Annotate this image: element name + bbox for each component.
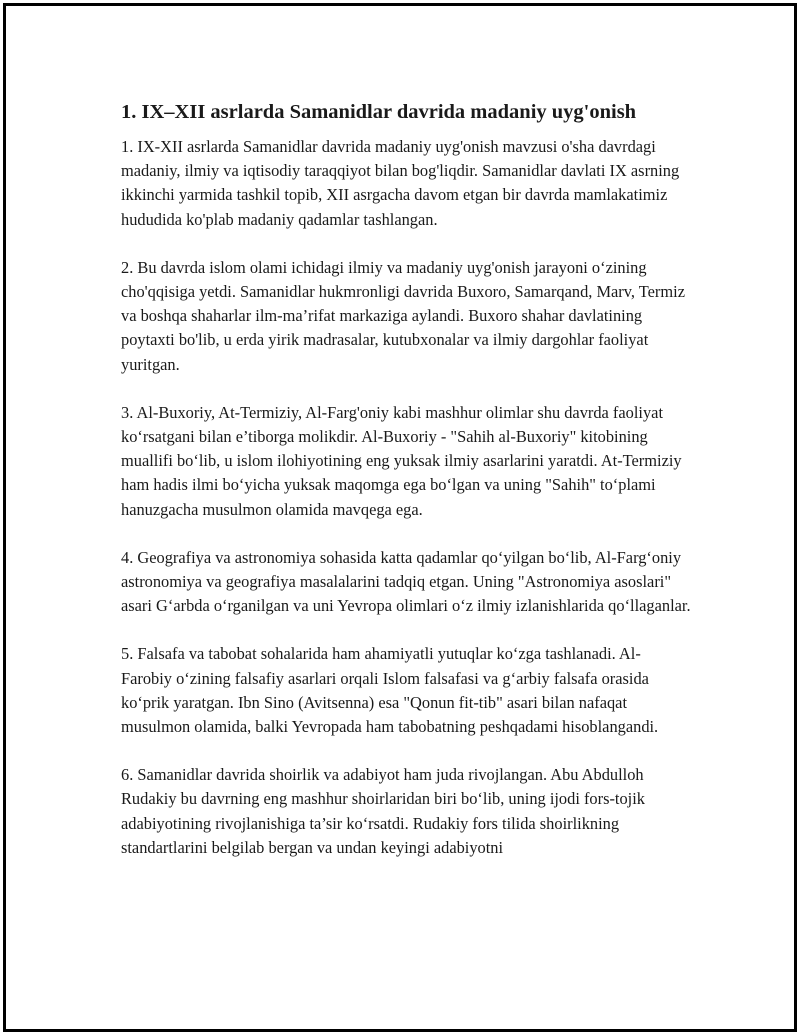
document-page <box>3 3 797 1032</box>
paragraph-5: 5. Falsafa va tabobat sohalarida ham ahamiyatli yutuqlar ko‘zga tashlanadi. Al-Farobiy o‘zining falsafiy asarlari orqali Islom falsafasi va g‘arbiy falsafa orasida ko‘prik yaratgan. Ibn Sino (Avitsenna) esa "Qonun fit-tib" asari bilan nafaqat musulmon olamida, balki Yevropada ham tabobatning peshqadami hisoblangandi. <box>121 644 659 737</box>
paragraph-2: 2. Bu davrda islom olami ichidagi ilmiy va madaniy uyg'onish jarayoni o‘zining cho'qqisiga yetdi. Samanidlar hukmronligi davrida Buxoro, Samarqand, Marv, Termiz va boshqa shaharlar ilm-ma’rifat markaziga aylandi. Buxoro shahar davlatining poytaxti bo'lib, u erda yirik madrasalar, kutubxonalar va ilmiy dargohlar faoliyat yuritgan. <box>121 257 685 374</box>
paragraph-1: 1. IX-XII asrlarda Samanidlar davrida madaniy uyg'onish mavzusi o'sha davrdagi madaniy, ilmiy va iqtisodiy taraqqiyot bilan bog'liqdir. Samanidlar davlati IX asrning ikkinchi yarmida tashkil topib, XII asrgacha davom etgan bir davrda mamlakatimiz hududida ko'plab madaniy qadamlar tashlangan. <box>121 137 680 229</box>
document-title: 1. IX–XII asrlarda Samanidlar davrida madaniy uyg'onish <box>121 101 637 123</box>
paragraph-3: 3. Al-Buxoriy, At-Termiziy, Al-Farg'oniy kabi mashhur olimlar shu davrda faoliyat ko‘rsatgani bilan e’tiborga molikdir. Al-Buxoriy - "Sahih al-Buxoriy" kitobining muallifi bo‘lib, u islom ilohiyotining eng yuksak ilmiy asarlarini yaratdi. At-Termiziy ham hadis ilmi bo‘yicha yuksak maqomga ega bo‘lgan va uning "Sahih" to‘plami hanuzgacha musulmon olamida mavqega ega. <box>121 402 682 519</box>
paragraph-6: 6. Samanidlar davrida shoirlik va adabiyot ham juda rivojlangan. Abu Abdulloh Rudakiy bu davrning eng mashhur shoirlaridan biri bo‘lib, uning ijodi fors-tojik adabiyotining rivojlanishiga ta’sir ko‘rsatdi. Rudakiy fors tilida shoirlikning standartlarini belgilab bergan va undan keyingi adabiyotni <box>121 765 645 857</box>
document-body <box>121 99 691 884</box>
paragraph-4: 4. Geografiya va astronomiya sohasida katta qadamlar qo‘yilgan bo‘lib, Al-Farg‘oniy astronomiya va geografiya masalalarini tadqiq etgan. Uning "Astronomiya asoslari" asari G‘arbda o‘rganilgan va uni Yevropa olimlari o‘z ilmiy izlanishlarida qo‘llaganlar. <box>121 547 691 616</box>
